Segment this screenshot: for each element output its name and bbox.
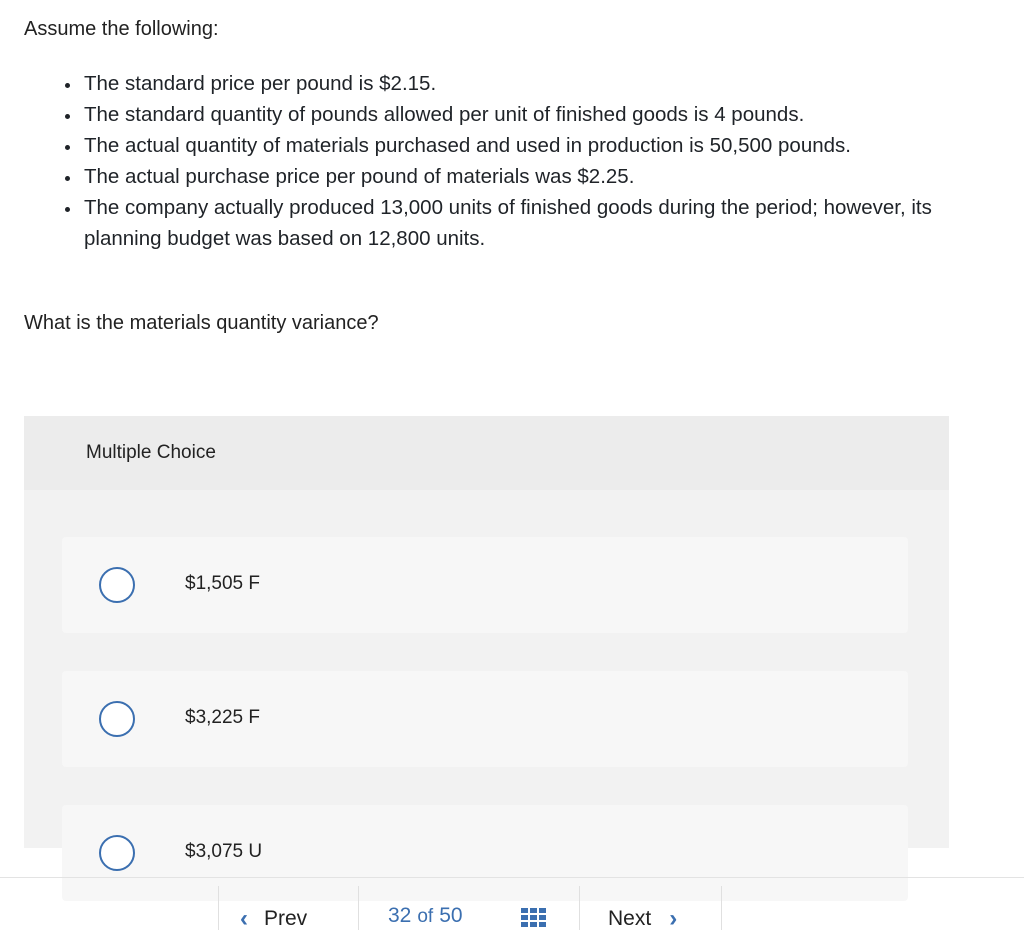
- nav-separator: [358, 886, 359, 930]
- radio-button[interactable]: [99, 567, 135, 603]
- answer-option-label: $3,225 F: [185, 707, 260, 728]
- next-button[interactable]: [608, 904, 677, 934]
- nav-separator: [721, 886, 722, 930]
- page-indicator[interactable]: [388, 904, 463, 928]
- assumption-item: • The actual purchase price per pound of materials was $2.25.: [82, 161, 942, 192]
- answer-option-2[interactable]: [62, 671, 908, 767]
- radio-button[interactable]: [99, 701, 135, 737]
- multiple-choice-header: [24, 416, 949, 490]
- chevron-right-icon: ›: [669, 905, 678, 932]
- multiple-choice-label: Multiple Choice: [86, 442, 216, 463]
- assumption-item: • The standard price per pound is $2.15.: [82, 68, 942, 99]
- assumption-item: • The company actually produced 13,000 units of finished goods during the period; however, its planning budget was based on 12,800 units.: [82, 192, 942, 254]
- answer-option-label: $3,075 U: [185, 841, 263, 862]
- assumption-item: • The standard quantity of pounds allowed per unit of finished goods is 4 pounds.: [82, 99, 942, 130]
- nav-separator: [218, 886, 219, 930]
- radio-button[interactable]: [99, 835, 135, 871]
- prev-button[interactable]: [240, 904, 307, 934]
- question-text: What is the materials quantity variance?: [24, 312, 379, 334]
- answer-option-1[interactable]: [62, 537, 908, 633]
- assumption-list: [58, 68, 942, 254]
- chevron-left-icon: ‹: [240, 905, 248, 932]
- current-page: 32: [388, 904, 412, 927]
- answer-option-label: $1,505 F: [185, 573, 260, 594]
- question-intro: Assume the following:: [24, 18, 219, 40]
- next-label: Next: [608, 907, 652, 930]
- multiple-choice-panel: [24, 416, 949, 862]
- question-navigation: [0, 878, 1024, 932]
- prev-label: Prev: [264, 907, 308, 930]
- grid-icon[interactable]: [521, 908, 547, 928]
- assumption-item: • The actual quantity of materials purchased and used in production is 50,500 pounds.: [82, 130, 942, 161]
- nav-separator: [579, 886, 580, 930]
- total-pages: 50: [439, 904, 463, 927]
- of-label: of: [417, 906, 434, 927]
